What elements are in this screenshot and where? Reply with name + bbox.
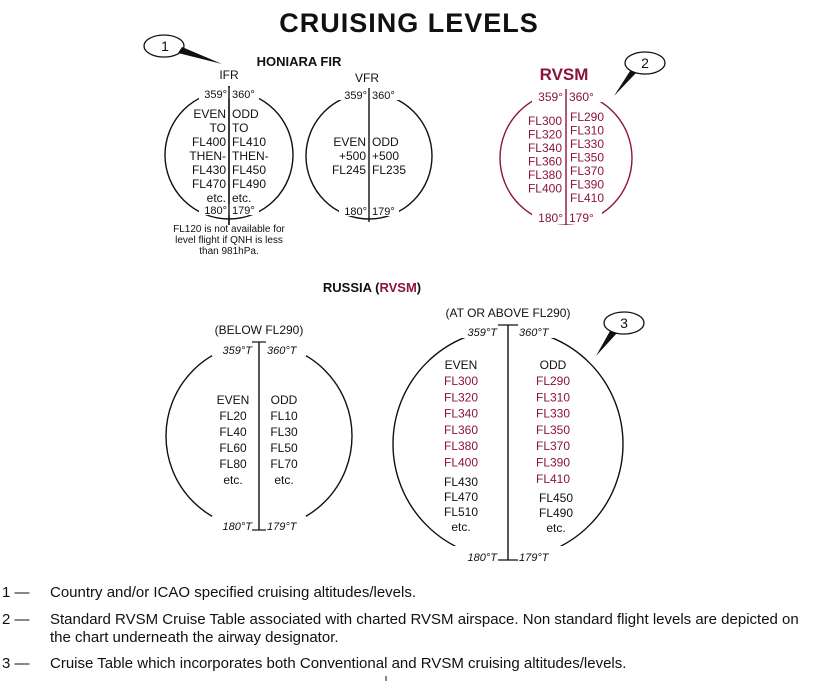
below-bottom-right: 179°T	[267, 521, 297, 533]
ifr-bottom-right: 179°	[232, 205, 255, 217]
rvsm-level-even: FL400	[527, 181, 562, 196]
above-header-odd: ODD	[539, 358, 567, 372]
above-level-odd-rvsm: FL350	[535, 422, 571, 437]
honiara-ifr-circle	[165, 68, 293, 225]
ifr-right-column	[232, 107, 269, 205]
below-level-odd: FL10	[270, 409, 298, 423]
rvsm-level-even: FL380	[527, 168, 562, 182]
below-level-odd: ODD	[270, 393, 298, 407]
footnote-number: 3 —	[2, 655, 30, 672]
page-title: CRUISING LEVELS	[279, 8, 539, 38]
rvsm-bottom-right: 179°	[569, 211, 594, 225]
below-level-odd: FL70	[270, 457, 298, 471]
below-level-odd: FL50	[270, 441, 298, 455]
above-right-column	[536, 358, 573, 535]
above-level-even-conv: FL430	[443, 475, 479, 489]
vfr-level-even: FL245	[331, 163, 366, 177]
rvsm-level-even: FL300	[527, 114, 562, 128]
vfr-level-odd: ODD	[372, 135, 399, 149]
above-level-odd-rvsm: FL410	[535, 471, 571, 486]
above-left-column	[444, 358, 478, 534]
ifr-level-odd: ODD	[232, 107, 259, 121]
vfr-level-odd: FL235	[372, 163, 407, 177]
callout-1-number: 1	[161, 38, 169, 54]
ifr-note-line: FL120 is not available for	[173, 224, 285, 235]
below-left-column	[217, 393, 250, 487]
ifr-label: IFR	[219, 68, 239, 82]
ifr-top-right: 360°	[232, 89, 255, 101]
rvsm-level-even: FL360	[527, 154, 562, 169]
rvsm-level-odd: FL350	[570, 150, 605, 165]
rvsm-level-odd: FL370	[570, 164, 605, 178]
ifr-level-even: THEN-	[189, 149, 226, 163]
above-level-odd-rvsm: FL370	[535, 439, 571, 454]
below-label: (BELOW FL290)	[214, 323, 304, 337]
footnote-text: Standard RVSM Cruise Table associated with charted RVSM airspace. Non standard flight levels are depicted on the chart underneath the airway designator.	[50, 611, 799, 646]
below-level-even: FL80	[219, 457, 247, 471]
ifr-level-odd: etc.	[232, 191, 252, 205]
ifr-level-odd: FL410	[232, 135, 267, 149]
russia-heading-prefix: RUSSIA (	[322, 280, 380, 295]
above-level-even-conv: FL470	[443, 490, 479, 504]
russia-above-circle	[393, 306, 623, 564]
above-level-odd-rvsm: FL390	[535, 455, 571, 470]
above-level-even-rvsm: FL400	[443, 455, 479, 470]
above-header-even: EVEN	[444, 358, 478, 372]
ifr-level-even: FL400	[191, 135, 226, 149]
rvsm-level-odd: FL330	[570, 137, 605, 151]
below-level-odd: etc.	[274, 473, 294, 487]
above-level-odd-rvsm: FL310	[535, 390, 571, 405]
above-bottom-right: 179°T	[519, 552, 549, 564]
callout-2	[614, 52, 665, 96]
russia-below-circle	[166, 323, 352, 533]
ifr-level-even: etc.	[206, 191, 226, 205]
rvsm-level-odd: FL410	[570, 191, 605, 205]
below-level-odd: FL30	[270, 425, 298, 439]
above-level-odd-conv: etc.	[546, 521, 566, 535]
below-top-right: 360°T	[267, 345, 297, 357]
ifr-level-odd: FL450	[232, 163, 267, 177]
vfr-level-even: EVEN	[333, 135, 366, 149]
below-level-even: EVEN	[216, 393, 250, 407]
above-level-even-conv: FL510	[443, 505, 479, 519]
vfr-top-right: 360°	[372, 90, 395, 102]
ifr-level-even: EVEN	[193, 107, 226, 121]
above-level-odd-conv: FL490	[538, 506, 574, 520]
rvsm-level-odd: FL290	[570, 110, 605, 124]
vfr-bottom-right: 179°	[372, 206, 395, 218]
callout-3	[596, 312, 644, 356]
rvsm-level-even: FL340	[527, 141, 562, 155]
footnote-text: Cruise Table which incorporates both Conventional and RVSM cruising altitudes/levels.	[50, 655, 627, 672]
ifr-level-odd: THEN-	[232, 149, 269, 163]
ifr-note-line: level flight if QNH is less	[175, 235, 283, 246]
below-level-even: FL20	[219, 409, 247, 423]
callout-1	[144, 35, 222, 64]
above-level-even-rvsm: FL360	[443, 422, 479, 437]
rvsm-level-odd: FL390	[570, 177, 605, 192]
vfr-level-odd: +500	[372, 149, 400, 163]
below-level-even: FL40	[219, 425, 247, 439]
vfr-top-left: 359°	[344, 90, 367, 102]
ifr-bottom-left: 180°	[204, 205, 227, 217]
vfr-bottom-left: 180°	[344, 206, 367, 218]
russia-heading-rvsm: RVSM	[379, 280, 417, 295]
above-bottom-left: 180°T	[467, 552, 497, 564]
footnote-text: Country and/or ICAO specified cruising altitudes/levels.	[50, 584, 417, 601]
callout-3-number: 3	[620, 315, 628, 331]
ifr-left-column	[189, 107, 226, 205]
below-right-column	[270, 393, 298, 487]
footnote-number: 2 —	[2, 611, 30, 628]
above-level-even-conv: etc.	[451, 520, 471, 534]
rvsm-top-right: 360°	[569, 90, 594, 104]
honiara-vfr-circle	[306, 71, 432, 222]
rvsm-level-odd: FL310	[570, 123, 605, 138]
above-level-odd-conv: FL450	[538, 491, 574, 505]
above-label: (AT OR ABOVE FL290)	[445, 306, 571, 320]
above-top-right: 360°T	[519, 327, 549, 339]
below-top-left: 359°T	[222, 345, 252, 357]
ifr-level-even: TO	[209, 121, 226, 135]
above-level-even-rvsm: FL320	[443, 390, 479, 405]
rvsm-right-column	[570, 110, 604, 205]
rvsm-left-column	[528, 114, 562, 196]
ifr-qnh-note	[173, 224, 285, 257]
ifr-level-odd: TO	[232, 121, 249, 135]
honiara-heading: HONIARA FIR	[256, 54, 342, 69]
vfr-right-column	[372, 135, 406, 177]
russia-heading	[323, 280, 421, 295]
vfr-level-even: +500	[338, 149, 366, 163]
above-level-odd-rvsm: FL330	[535, 406, 571, 421]
ifr-level-even: FL430	[191, 163, 226, 177]
above-level-even-rvsm: FL300	[443, 374, 479, 388]
rvsm-heading: RVSM	[539, 65, 589, 84]
ifr-note-line: than 981hPa.	[199, 246, 259, 257]
above-level-odd-rvsm: FL290	[535, 374, 571, 388]
ifr-level-odd: FL490	[232, 177, 267, 191]
above-top-left: 359°T	[467, 327, 497, 339]
below-level-even: etc.	[223, 473, 243, 487]
above-level-even-rvsm: FL380	[443, 439, 479, 454]
ifr-level-even: FL470	[191, 177, 226, 191]
ifr-top-left: 359°	[204, 89, 227, 101]
rvsm-top-left: 359°	[538, 90, 563, 104]
rvsm-bottom-left: 180°	[538, 211, 563, 225]
below-bottom-left: 180°T	[222, 521, 252, 533]
footnote-number: 1 —	[2, 584, 30, 601]
vfr-label: VFR	[355, 71, 379, 85]
below-level-even: FL60	[219, 441, 247, 455]
russia-heading-suffix: )	[416, 280, 422, 295]
above-level-even-rvsm: FL340	[443, 406, 479, 421]
callout-2-number: 2	[641, 55, 649, 71]
rvsm-circle	[500, 89, 632, 225]
rvsm-level-even: FL320	[527, 127, 562, 142]
vfr-left-column	[332, 135, 366, 177]
